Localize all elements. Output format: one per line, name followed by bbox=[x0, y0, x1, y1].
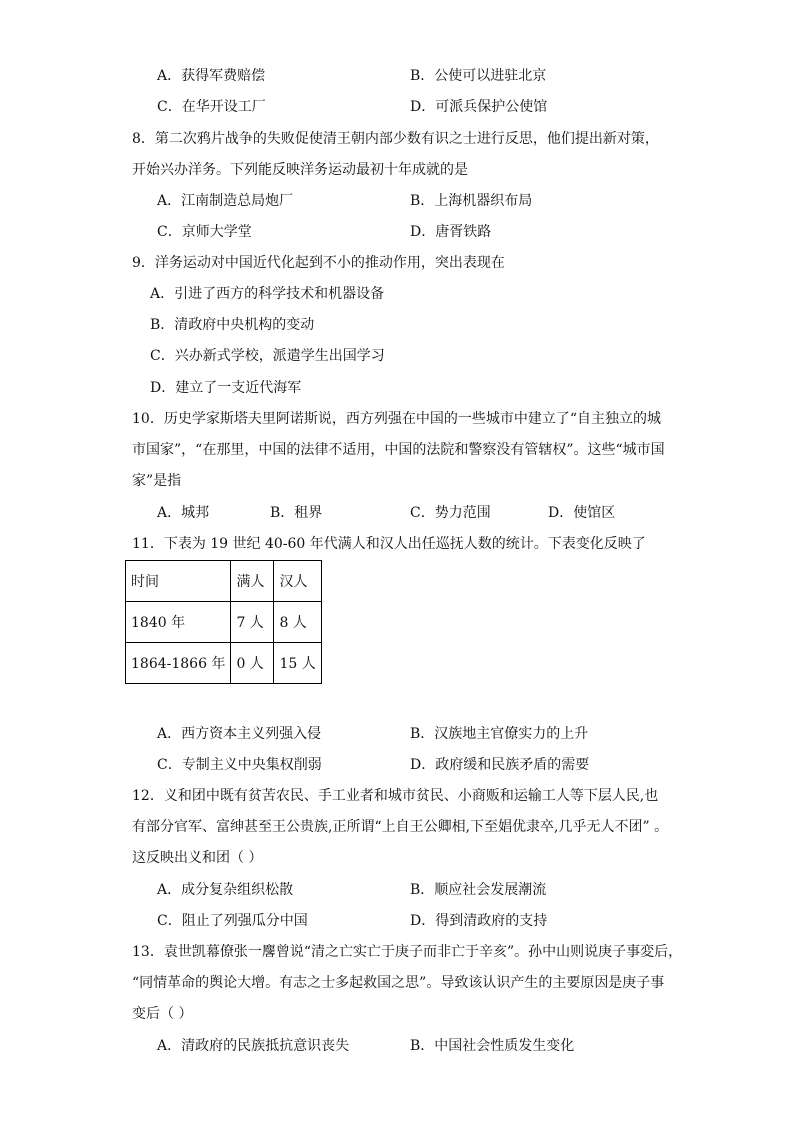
q10-stem-line2: 市国家”，“在那里，中国的法律不适用，中国的法院和警察没有管辖权”。这些“城市国 bbox=[132, 442, 665, 458]
q9-option-c: C．兴办新式学校，派遣学生出国学习 bbox=[150, 348, 385, 364]
q10-option-b: B．租界 bbox=[270, 505, 323, 521]
q9-stem: 9．洋务运动对中国近代化起到不小的推动作用，突出表现在 bbox=[132, 255, 505, 271]
q7-option-a: A．获得军费赔偿 bbox=[157, 68, 266, 84]
statistics-table bbox=[125, 560, 322, 684]
table-header-row bbox=[126, 561, 322, 602]
q12-stem-line3: 这反映出义和团（ ） bbox=[132, 850, 263, 866]
table-cell: 1840 年 bbox=[126, 602, 231, 643]
q12-option-d: D．得到清政府的支持 bbox=[410, 913, 548, 929]
q12-option-a: A．成分复杂组织松散 bbox=[157, 882, 294, 898]
table-cell: 7 人 bbox=[231, 602, 274, 643]
q13-option-a: A．清政府的民族抵抗意识丧失 bbox=[157, 1038, 350, 1054]
q9-option-a: A．引进了西方的科学技术和机器设备 bbox=[150, 286, 385, 302]
table-row bbox=[126, 643, 322, 684]
q11-option-c: C．专制主义中央集权削弱 bbox=[157, 757, 322, 773]
table-row bbox=[126, 602, 322, 643]
q11-stem: 11．下表为 19 世纪 40-60 年代满人和汉人出任巡抚人数的统计。下表变化反映了 bbox=[132, 536, 646, 552]
q12-stem-line1: 12．义和团中既有贫苦农民、手工业者和城市贫民、小商贩和运输工人等下层人民,也 bbox=[132, 788, 659, 804]
q12-option-b: B．顺应社会发展潮流 bbox=[410, 882, 547, 898]
q9-option-d: D．建立了一支近代海军 bbox=[150, 380, 302, 396]
q11-option-a: A．西方资本主义列强入侵 bbox=[157, 726, 322, 742]
q13-stem-line2: “同情革命的舆论大增。有志之士多起救国之思”。导致该认识产生的主要原因是庚子事 bbox=[132, 975, 665, 991]
q12-option-c: C．阻止了列强瓜分中国 bbox=[157, 913, 308, 929]
q7-option-c: C．在华开设工厂 bbox=[157, 99, 266, 115]
q10-option-c: C．势力范围 bbox=[410, 505, 491, 521]
table-cell: 0 人 bbox=[231, 643, 274, 684]
q11-option-b: B．汉族地主官僚实力的上升 bbox=[410, 726, 589, 742]
q13-stem-line3: 变后（ ） bbox=[132, 1006, 193, 1022]
table-cell: 1864-1866 年 bbox=[126, 643, 231, 684]
table-header-cell: 汉人 bbox=[274, 561, 321, 602]
q10-option-d: D．使馆区 bbox=[548, 505, 616, 521]
table-cell: 15 人 bbox=[274, 643, 321, 684]
q8-option-b: B．上海机器织布局 bbox=[410, 193, 533, 209]
table-header-cell: 时间 bbox=[126, 561, 231, 602]
q8-stem-line1: 8．第二次鸦片战争的失败促使清王朝内部少数有识之士进行反思，他们提出新对策， bbox=[132, 131, 659, 147]
q13-option-b: B．中国社会性质发生变化 bbox=[410, 1038, 575, 1054]
table-cell: 8 人 bbox=[274, 602, 321, 643]
q10-stem-line3: 家”是指 bbox=[132, 473, 182, 489]
q8-stem-line2: 开始兴办洋务。下列能反映洋务运动最初十年成就的是 bbox=[132, 162, 468, 178]
q10-option-a: A．城邦 bbox=[157, 505, 210, 521]
q11-option-d: D．政府缓和民族矛盾的需要 bbox=[410, 757, 590, 773]
q7-option-d: D．可派兵保护公使馆 bbox=[410, 99, 548, 115]
q8-option-a: A．江南制造总局炮厂 bbox=[157, 193, 294, 209]
q8-option-c: C．京师大学堂 bbox=[157, 224, 252, 240]
table-header-cell: 满人 bbox=[231, 561, 274, 602]
q8-option-d: D．唐胥铁路 bbox=[410, 224, 492, 240]
q9-option-b: B．清政府中央机构的变动 bbox=[150, 317, 315, 333]
q13-stem-line1: 13．袁世凯幕僚张一麐曾说“清之亡实亡于庚子而非亡于辛亥”。孙中山则说庚子事変后， bbox=[132, 944, 683, 960]
q12-stem-line2: 有部分官军、富绅甚至王公贵族,正所谓“上自王公卿相,下至娼优隶卒,几乎无人不团” 。 bbox=[132, 819, 669, 835]
q7-option-b: B．公使可以进驻北京 bbox=[410, 68, 547, 84]
q10-stem-line1: 10．历史学家斯塔夫里阿诺斯说，西方列强在中国的一些城市中建立了“自主独立的城 bbox=[132, 411, 661, 427]
